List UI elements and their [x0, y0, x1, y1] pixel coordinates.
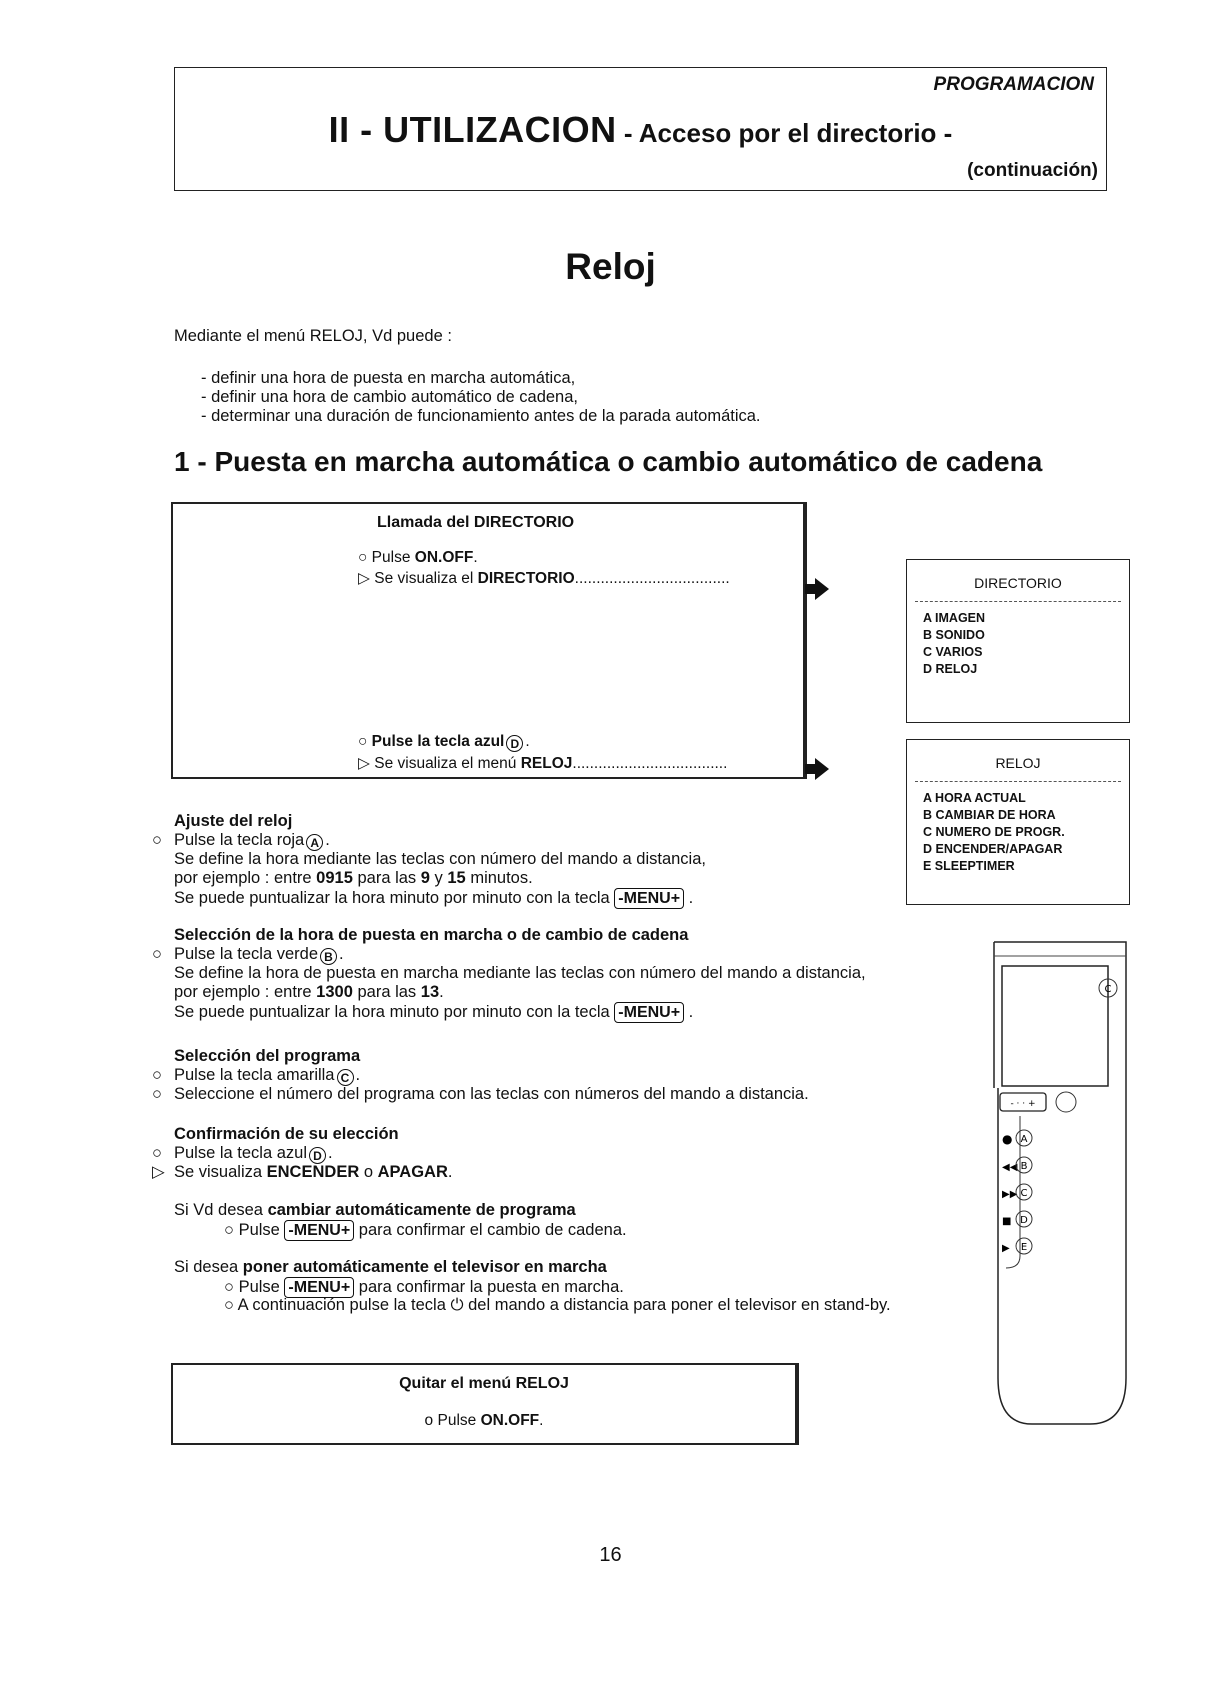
chapter-title: [175, 109, 1106, 151]
onoff-key-label: ON.OFF: [480, 1412, 540, 1429]
intro-bullet: - definir una hora de cambio automático de cadena,: [201, 388, 578, 406]
remote-symbol: ●: [1002, 1132, 1013, 1146]
call-step-2: ○ Pulse la tecla azul D .: [358, 733, 530, 751]
circle-bullet-icon: ○: [152, 945, 162, 963]
circle-bullet-icon: ○: [152, 1085, 162, 1103]
svg-text:■: ■: [1002, 1216, 1012, 1227]
standby-step: ○ A continuación pulse la tecla ⏻ del mando a distancia para poner el televisor en stand-by.: [224, 1296, 891, 1314]
ajuste-line-1: Se define la hora mediante las teclas con número del mando a distancia,: [174, 850, 706, 868]
key-c-icon: C: [337, 1069, 354, 1086]
circle-bullet-icon: ○: [152, 831, 162, 849]
triangle-bullet-icon: ▷: [358, 755, 375, 772]
quit-box-title: Quitar el menú RELOJ: [399, 1375, 569, 1392]
arrow-right-icon: [815, 578, 829, 600]
seleccion-programa-step-2: ○ Seleccione el número del programa con las teclas con números del mando a distancia.: [152, 1085, 809, 1103]
chapter-title-main: II - UTILIZACION: [328, 109, 617, 150]
intro-text: Mediante el menú RELOJ, Vd puede :: [174, 327, 452, 345]
seleccion-hora-line-1: Se define la hora de puesta en marcha mediante las teclas con número del mando a distancia,: [174, 964, 866, 982]
confirmacion-heading: Confirmación de su elección: [174, 1125, 399, 1143]
cambiar-programa-line: Si Vd desea cambiar automáticamente de programa: [174, 1201, 576, 1219]
standby-power-icon: ⏻: [450, 1296, 464, 1314]
circle-bullet-icon: ○: [358, 733, 372, 750]
poner-marcha-step: ○ Pulse -MENU+ para confirmar la puesta en marcha.: [224, 1278, 624, 1296]
svg-text:E: E: [1020, 1242, 1028, 1253]
ajuste-line-3: Se puede puntualizar la hora minuto por minuto con la tecla -MENU+ .: [174, 889, 694, 907]
circle-bullet-icon: ○: [224, 1221, 239, 1239]
remote-outline: [994, 942, 1126, 1424]
circle-bullet-icon: ○: [152, 1066, 162, 1084]
chapter-title-sub: - Acceso por el directorio -: [616, 118, 953, 148]
cambiar-programa-step: ○ Pulse -MENU+ para confirmar el cambio de cadena.: [224, 1221, 627, 1239]
key-d-icon: D: [309, 1147, 326, 1164]
circle-bullet-icon: o: [424, 1412, 438, 1429]
circle-bullet-icon: ○: [358, 549, 372, 566]
confirmacion-result: ▷ Se visualiza ENCENDER o APAGAR.: [152, 1163, 453, 1181]
seleccion-programa-step-1: ○ Pulse la tecla amarilla C .: [152, 1066, 361, 1085]
ajuste-heading: Ajuste del reloj: [174, 812, 293, 830]
poner-marcha-line: Si desea poner automáticamente el televisor en marcha: [174, 1258, 607, 1276]
remote-screen: [1002, 966, 1108, 1086]
circle-bullet-icon: ○: [224, 1296, 238, 1314]
menu-item: D ENCENDER/APAGAR: [923, 842, 1063, 856]
continuation-label: (continuación): [967, 160, 1098, 181]
triangle-bullet-icon: ▷: [358, 570, 375, 587]
intro-bullet: - determinar una duración de funcionamiento antes de la parada automática.: [201, 407, 761, 425]
menu-item: D RELOJ: [923, 662, 978, 676]
triangle-bullet-icon: ▷: [152, 1163, 165, 1181]
intro-bullet: - definir una hora de puesta en marcha automática,: [201, 369, 576, 387]
seleccion-hora-step: ○ Pulse la tecla verde B .: [152, 945, 344, 964]
menu-item: B CAMBIAR DE HORA: [923, 808, 1056, 822]
arrow-right-icon: [815, 758, 829, 780]
confirmacion-step: ○ Pulse la tecla azul D .: [152, 1144, 333, 1163]
menu-item: B SONIDO: [923, 628, 985, 642]
seleccion-programa-heading: Selección del programa: [174, 1047, 361, 1065]
call-box-title: Llamada del DIRECTORIO: [377, 514, 575, 531]
call-directory-box: [171, 502, 807, 779]
menu-key-label: -MENU+: [614, 1002, 684, 1023]
svg-text:◀◀: ◀◀: [1002, 1162, 1018, 1173]
svg-text:B: B: [1020, 1161, 1028, 1172]
svg-text:C: C: [1020, 1188, 1028, 1199]
section-1-title: 1 - Puesta en marcha automática o cambio automático de cadena: [174, 446, 1043, 477]
remote-button-circle: [1056, 1092, 1076, 1112]
directorio-menu-items: [923, 610, 1129, 678]
quit-step: o Pulse ON.OFF.: [424, 1412, 544, 1429]
key-a-icon: A: [306, 834, 323, 851]
page-title: Reloj: [565, 246, 656, 287]
reloj-menu-items: [923, 790, 1129, 875]
key-b-icon: B: [320, 948, 337, 965]
menu-item: C NUMERO DE PROGR.: [923, 825, 1065, 839]
seleccion-hora-line-3: Se puede puntualizar la hora minuto por minuto con la tecla -MENU+ .: [174, 1003, 694, 1021]
ajuste-line-2: por ejemplo : entre 0915 para las 9 y 15 minutos.: [174, 869, 533, 887]
section-label: PROGRAMACION: [933, 74, 1094, 95]
svg-text:▶: ▶: [1002, 1243, 1010, 1254]
svg-text:- · · +: - · · +: [1010, 1099, 1036, 1109]
circle-bullet-icon: ○: [224, 1278, 239, 1296]
remote-top-button-label: C: [1104, 984, 1112, 995]
seleccion-hora-line-2: por ejemplo : entre 1300 para las 13.: [174, 983, 444, 1001]
menu-key-label: -MENU+: [284, 1220, 354, 1241]
directorio-screen-menu: [906, 559, 1130, 723]
menu-item: A IMAGEN: [923, 611, 986, 625]
svg-text:D: D: [1020, 1215, 1028, 1226]
call-step-1: ○ Pulse ON.OFF.: [358, 549, 478, 566]
menu-item: A HORA ACTUAL: [923, 791, 1026, 805]
call-result-1: ▷ Se visualiza el DIRECTORIO....................................: [358, 570, 730, 587]
quit-menu-box: [171, 1363, 799, 1445]
reloj-menu-title: RELOJ: [915, 740, 1121, 782]
menu-item: E SLEEPTIMER: [923, 859, 1015, 873]
page-number: 16: [599, 1544, 622, 1566]
menu-item: C VARIOS: [923, 645, 983, 659]
svg-text:▶▶: ▶▶: [1002, 1189, 1018, 1200]
intro-bullets: [201, 369, 761, 426]
directorio-menu-title: DIRECTORIO: [915, 560, 1121, 602]
reloj-screen-menu: [906, 739, 1130, 905]
circle-bullet-icon: ○: [152, 1144, 162, 1162]
key-d-icon: D: [506, 735, 523, 752]
call-result-2: ▷ Se visualiza el menú RELOJ....................................: [358, 755, 728, 772]
menu-key-label: -MENU+: [614, 888, 684, 909]
onoff-key-label: ON.OFF: [414, 549, 474, 566]
ajuste-step: ○ Pulse la tecla roja A .: [152, 831, 330, 850]
menu-key-label: -MENU+: [284, 1277, 354, 1298]
seleccion-hora-heading: Selección de la hora de puesta en marcha o de cambio de cadena: [174, 926, 689, 944]
svg-text:A: A: [1020, 1134, 1028, 1145]
remote-control-illustration: [990, 938, 1130, 1428]
header-box: [174, 67, 1107, 191]
